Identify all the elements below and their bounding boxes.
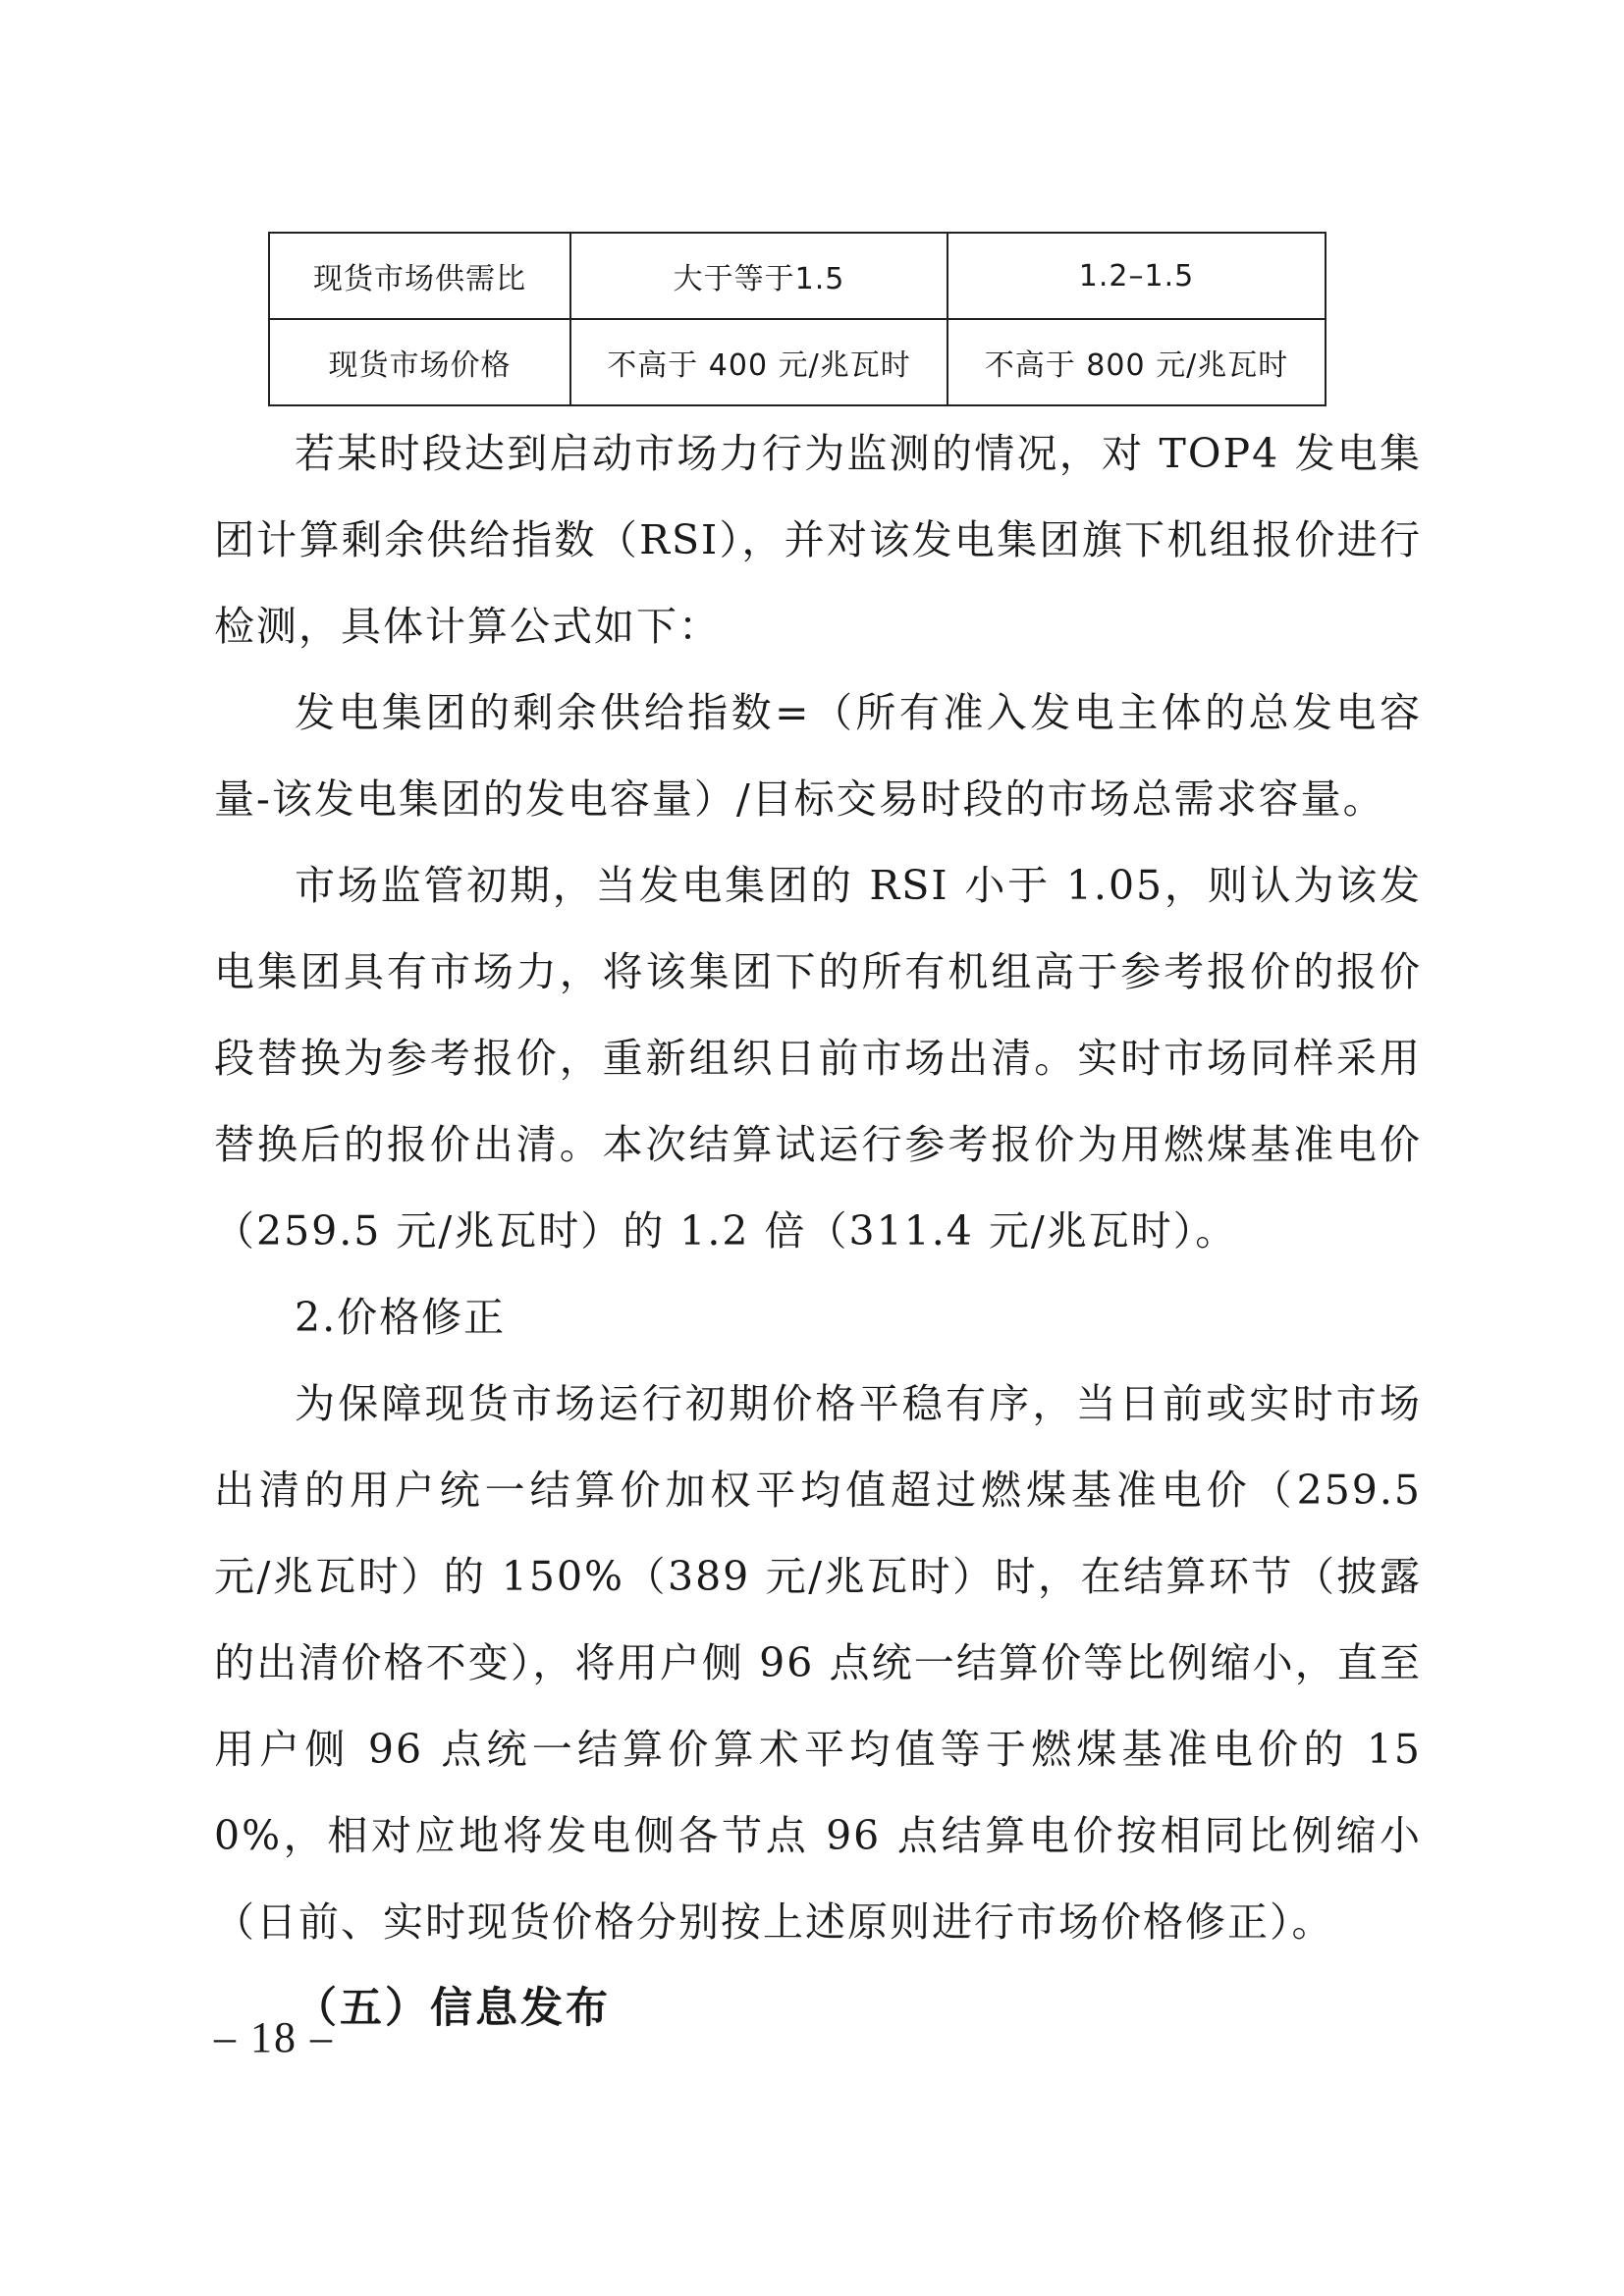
threshold-table-container — [268, 232, 1325, 405]
table-row — [269, 233, 1326, 319]
table-row — [269, 319, 1326, 405]
paragraph-rsi-formula: 发电集团的剩余供给指数=（所有准入发电主体的总发电容量-该发电集团的发电容量）/目标交易时段的市场总需求容量。 — [214, 689, 1422, 823]
table-cell: 1.2–1.5 — [947, 233, 1326, 319]
table-cell: 大于等于1.5 — [570, 233, 947, 319]
paragraph-market-supervision: 市场监管初期，当发电集团的 RSI 小于 1.05，则认为该发电集团具有市场力，将该集团下的所有机组高于参考报价的报价段替换为参考报价，重新组织日前市场出清。实时市场同样采用替换后的报价出清。本次结算试运行参考报价为用燃煤基准电价（259.5 元/兆瓦时）的 1.2 倍（311.4 元/兆瓦时）。 — [214, 862, 1422, 1255]
table-row-label: 现货市场供需比 — [269, 233, 570, 319]
table-row-label: 现货市场价格 — [269, 319, 570, 405]
document-body — [214, 410, 1422, 2052]
threshold-table — [268, 232, 1326, 406]
paragraph-price-correction: 为保障现货市场运行初期价格平稳有序，当日前或实时市场出清的用户统一结算价加权平均值超过燃煤基准电价（259.5 元/兆瓦时）的 150%（389 元/兆瓦时）时，在结算环节（披露的出清价格不变），将用户侧 96 点统一结算价等比例缩小，直至用户侧 96 点统一结算价算术平均值等于燃煤基准电价的 150%，相对应地将发电侧各节点 96 点结算电价按相同比例缩小（日前、实时现货价格分别按上述原则进行市场价格修正）。 — [214, 1380, 1422, 1946]
table-cell: 不高于 400 元/兆瓦时 — [570, 319, 947, 405]
subheading-price-correction: 2.价格修正 — [295, 1294, 507, 1341]
section-heading-info-release: （五）信息发布 — [295, 1984, 611, 2033]
table-cell: 不高于 800 元/兆瓦时 — [947, 319, 1326, 405]
page-number: – 18 – — [214, 2013, 334, 2061]
paragraph-rsi-trigger: 若某时段达到启动市场力行为监测的情况，对 TOP4 发电集团计算剩余供给指数（RSI），并对该发电集团旗下机组报价进行检测，具体计算公式如下： — [214, 430, 1422, 650]
